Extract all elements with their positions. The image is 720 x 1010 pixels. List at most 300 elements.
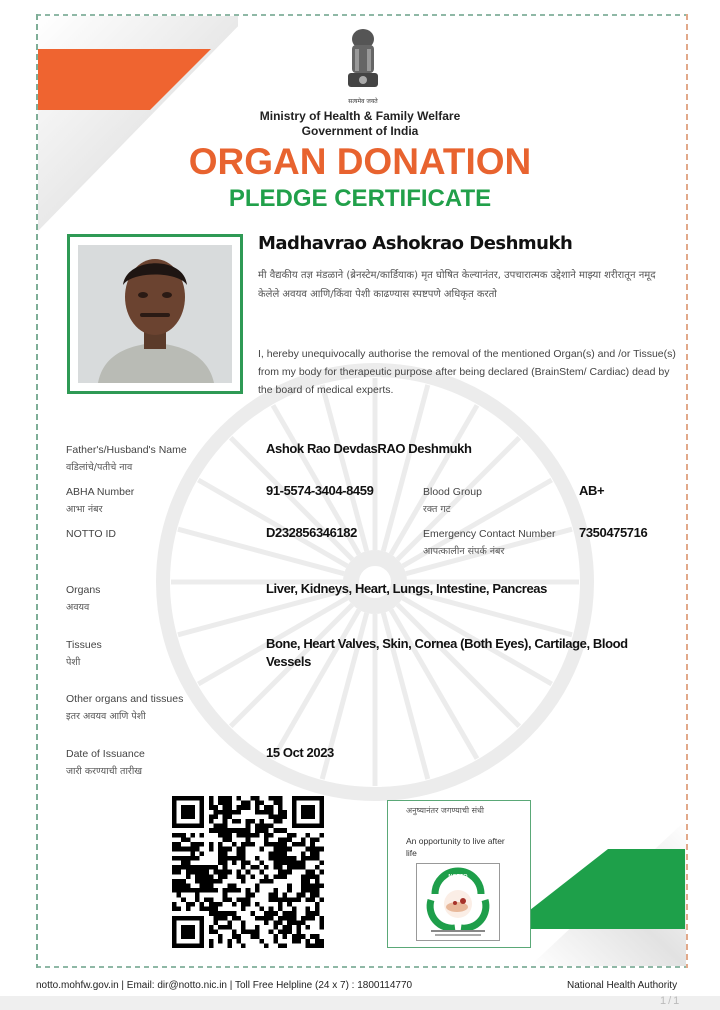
qr-module [236, 819, 241, 824]
qr-module [227, 897, 232, 902]
qr-module [255, 828, 260, 833]
qr-module [204, 888, 209, 893]
qr-module [218, 801, 223, 806]
organs-value: Liver, Kidneys, Heart, Lungs, Intestine, Pancreas [266, 581, 547, 596]
qr-module [319, 870, 324, 875]
qr-module [310, 911, 315, 916]
qr-module [172, 842, 177, 847]
qr-module [195, 897, 200, 902]
qr-module [232, 902, 237, 907]
qr-module [223, 824, 228, 829]
qr-module [273, 819, 278, 824]
qr-module [296, 893, 301, 898]
qr-module [273, 897, 278, 902]
qr-module [223, 865, 228, 870]
qr-module [186, 865, 191, 870]
qr-module [213, 805, 218, 810]
qr-module [278, 865, 283, 870]
qr-module [301, 842, 306, 847]
qr-module [213, 870, 218, 875]
qr-module [306, 884, 311, 889]
qr-module [241, 930, 246, 935]
qr-module [246, 837, 251, 842]
qr-module [296, 920, 301, 925]
qr-module [255, 833, 260, 838]
qr-module [264, 879, 269, 884]
qr-module [269, 911, 274, 916]
qr-module [296, 897, 301, 902]
qr-module [273, 856, 278, 861]
qr-module [269, 897, 274, 902]
qr-module [227, 837, 232, 842]
qr-module [260, 939, 265, 944]
qr-module [287, 902, 292, 907]
qr-module [264, 911, 269, 916]
qr-module [255, 925, 260, 930]
pledge-text-english: I, hereby unequivocally authorise the removal of the mentioned Organ(s) and /or Tissue(s) from my body for therapeutic purpose after being declared (BrainStem/ Cardiac) dead by the board of medical experts. [258, 348, 676, 396]
qr-module [218, 902, 223, 907]
issuance-date-label: Date of Issuance जारी करण्याची तारीख [66, 748, 145, 777]
qr-module [227, 810, 232, 815]
qr-module [273, 865, 278, 870]
qr-module [278, 796, 283, 801]
qr-module [292, 897, 297, 902]
qr-module [241, 805, 246, 810]
qr-module [181, 865, 186, 870]
qr-module [213, 911, 218, 916]
qr-module [246, 824, 251, 829]
qr-module [181, 884, 186, 889]
qr-module [227, 814, 232, 819]
qr-module [190, 851, 195, 856]
qr-code[interactable] [172, 796, 324, 948]
qr-module [213, 920, 218, 925]
qr-module [260, 801, 265, 806]
qr-module [241, 828, 246, 833]
qr-module [283, 837, 288, 842]
qr-module [227, 801, 232, 806]
qr-module [283, 842, 288, 847]
qr-module [236, 897, 241, 902]
qr-module [190, 842, 195, 847]
qr-module [255, 902, 260, 907]
issuance-date-value: 15 Oct 2023 [266, 745, 334, 760]
qr-module [278, 943, 283, 948]
qr-module [213, 865, 218, 870]
qr-module [209, 796, 214, 801]
qr-module [246, 842, 251, 847]
qr-module [200, 874, 205, 879]
qr-module [273, 893, 278, 898]
qr-module [292, 833, 297, 838]
qr-module [283, 828, 288, 833]
qr-module [232, 930, 237, 935]
qr-module [223, 805, 228, 810]
qr-module [209, 874, 214, 879]
qr-module [209, 865, 214, 870]
qr-module [283, 874, 288, 879]
qr-module [315, 888, 320, 893]
qr-module [255, 934, 260, 939]
qr-module [172, 847, 177, 852]
qr-module [204, 897, 209, 902]
qr-module [223, 819, 228, 824]
qr-module [236, 851, 241, 856]
qr-module [283, 814, 288, 819]
qr-module [264, 833, 269, 838]
qr-module [306, 856, 311, 861]
qr-module [315, 911, 320, 916]
qr-module [204, 879, 209, 884]
qr-module [310, 851, 315, 856]
qr-module [306, 870, 311, 875]
qr-module [273, 842, 278, 847]
qr-module [236, 870, 241, 875]
qr-module [283, 810, 288, 815]
qr-module [236, 939, 241, 944]
qr-module [273, 796, 278, 801]
qr-module [218, 939, 223, 944]
qr-module [177, 842, 182, 847]
qr-module [255, 805, 260, 810]
notto-id-value: D232856346182 [266, 525, 357, 540]
qr-module [264, 810, 269, 815]
qr-module [315, 847, 320, 852]
qr-module [218, 842, 223, 847]
qr-module [195, 874, 200, 879]
qr-module [315, 902, 320, 907]
notto-id-row [66, 526, 676, 560]
qr-module [223, 874, 228, 879]
qr-module [283, 934, 288, 939]
qr-module [177, 865, 182, 870]
qr-module [223, 911, 228, 916]
organs-label: Organs अवयव [66, 584, 101, 613]
father-name-label: Father's/Husband's Name वडिलांचे/पतीचे नाव [66, 444, 187, 473]
qr-module [236, 796, 241, 801]
qr-module [306, 907, 311, 912]
qr-module [246, 819, 251, 824]
qr-module [310, 856, 315, 861]
qr-module [306, 911, 311, 916]
qr-module [306, 874, 311, 879]
qr-module [177, 879, 182, 884]
qr-module [264, 920, 269, 925]
qr-module [301, 865, 306, 870]
qr-module [186, 847, 191, 852]
qr-module [227, 805, 232, 810]
qr-module [227, 828, 232, 833]
qr-module [278, 870, 283, 875]
father-name-value: Ashok Rao DevdasRAO Deshmukh [266, 441, 472, 456]
qr-module [255, 930, 260, 935]
qr-module [273, 814, 278, 819]
qr-module [315, 865, 320, 870]
qr-module [218, 824, 223, 829]
qr-module [200, 884, 205, 889]
qr-module [319, 833, 324, 838]
qr-module [246, 801, 251, 806]
qr-module [250, 796, 255, 801]
qr-module [315, 943, 320, 948]
qr-module [213, 879, 218, 884]
qr-module [190, 902, 195, 907]
qr-module [310, 943, 315, 948]
qr-module [269, 842, 274, 847]
qr-module [204, 870, 209, 875]
qr-module [292, 934, 297, 939]
qr-module [213, 814, 218, 819]
qr-module [181, 897, 186, 902]
qr-module [186, 874, 191, 879]
qr-module [310, 870, 315, 875]
qr-module [278, 907, 283, 912]
qr-module [269, 916, 274, 921]
qr-module [269, 833, 274, 838]
qr-module [283, 925, 288, 930]
qr-module [250, 874, 255, 879]
qr-module [278, 860, 283, 865]
qr-module [250, 930, 255, 935]
qr-module [227, 925, 232, 930]
qr-module [190, 888, 195, 893]
qr-module [319, 925, 324, 930]
notto-id-label: NOTTO ID [66, 528, 116, 540]
qr-module [246, 805, 251, 810]
qr-module [209, 943, 214, 948]
qr-module [181, 833, 186, 838]
qr-module [172, 870, 177, 875]
qr-module [223, 860, 228, 865]
qr-module [236, 856, 241, 861]
qr-module [200, 842, 205, 847]
qr-module [200, 888, 205, 893]
qr-module [301, 860, 306, 865]
qr-module [177, 888, 182, 893]
qr-module [227, 884, 232, 889]
qr-module [269, 810, 274, 815]
qr-module [218, 916, 223, 921]
qr-module [227, 943, 232, 948]
qr-module [204, 874, 209, 879]
qr-module [287, 884, 292, 889]
qr-finder-pattern [181, 805, 195, 819]
qr-module [287, 930, 292, 935]
qr-module [287, 837, 292, 842]
qr-module [195, 879, 200, 884]
qr-module [190, 847, 195, 852]
qr-module [177, 870, 182, 875]
qr-module [209, 939, 214, 944]
qr-module [190, 856, 195, 861]
qr-module [246, 828, 251, 833]
qr-module [209, 828, 214, 833]
qr-module [310, 847, 315, 852]
qr-module [209, 819, 214, 824]
qr-module [223, 847, 228, 852]
qr-module [260, 828, 265, 833]
qr-module [315, 884, 320, 889]
qr-module [218, 934, 223, 939]
qr-module [232, 884, 237, 889]
qr-module [209, 911, 214, 916]
qr-module [269, 824, 274, 829]
qr-module [186, 837, 191, 842]
qr-module [278, 828, 283, 833]
national-emblem-icon [338, 25, 388, 91]
qr-module [315, 874, 320, 879]
qr-module [223, 801, 228, 806]
qr-module [218, 847, 223, 852]
qr-module [278, 874, 283, 879]
government-name: Government of India [301, 124, 419, 138]
qr-module [255, 824, 260, 829]
qr-module [269, 796, 274, 801]
qr-module [301, 837, 306, 842]
qr-module [236, 805, 241, 810]
qr-module [283, 893, 288, 898]
qr-module [227, 870, 232, 875]
footer-contact-info: notto.mohfw.gov.in | Email: dir@notto.nic.in | Toll Free Helpline (24 x 7) : 1800114770 [36, 980, 413, 991]
qr-module [172, 833, 177, 838]
pledge-text-marathi: मी वैद्यकीय तज्ञ मंडळाने (ब्रेनस्टेम/कार्डियाक) मृत घोषित केल्यानंतर, उपचारात्मक उद्देशाने माझ्या शरीरातून नमूद केलेले अवयव आणि/किंवा पेशी काढण्यास स्पष्टपणे अधिकृत करतो [258, 270, 656, 300]
qr-module [273, 934, 278, 939]
qr-module [200, 879, 205, 884]
qr-module [264, 837, 269, 842]
qr-module [200, 833, 205, 838]
qr-module [287, 856, 292, 861]
qr-module [269, 930, 274, 935]
qr-module [246, 860, 251, 865]
qr-module [250, 911, 255, 916]
qr-module [283, 856, 288, 861]
qr-module [241, 856, 246, 861]
qr-module [209, 842, 214, 847]
qr-module [204, 884, 209, 889]
qr-module [283, 897, 288, 902]
qr-module [283, 860, 288, 865]
qr-module [301, 856, 306, 861]
qr-module [232, 934, 237, 939]
qr-module [232, 916, 237, 921]
qr-module [209, 930, 214, 935]
qr-module [287, 833, 292, 838]
qr-module [283, 870, 288, 875]
qr-module [250, 893, 255, 898]
qr-module [264, 824, 269, 829]
qr-module [172, 888, 177, 893]
qr-module [223, 916, 228, 921]
qr-module [241, 860, 246, 865]
qr-module [209, 902, 214, 907]
qr-module [250, 842, 255, 847]
qr-module [287, 925, 292, 930]
qr-module [218, 874, 223, 879]
tissues-label: Tissues पेशी [66, 639, 102, 668]
qr-module [236, 847, 241, 852]
qr-module [306, 925, 311, 930]
qr-module [278, 897, 283, 902]
qr-module [223, 888, 228, 893]
qr-module [236, 874, 241, 879]
qr-module [255, 916, 260, 921]
qr-module [172, 856, 177, 861]
qr-module [241, 801, 246, 806]
qr-module [310, 897, 315, 902]
qr-module [301, 888, 306, 893]
qr-module [204, 865, 209, 870]
qr-module [223, 837, 228, 842]
qr-module [200, 902, 205, 907]
abha-row [66, 484, 676, 518]
qr-module [232, 856, 237, 861]
qr-module [190, 870, 195, 875]
qr-module [283, 911, 288, 916]
qr-module [195, 865, 200, 870]
qr-module [264, 943, 269, 948]
qr-module [223, 814, 228, 819]
qr-module [306, 847, 311, 852]
qr-module [273, 874, 278, 879]
tissues-row [66, 637, 676, 671]
qr-module [301, 920, 306, 925]
qr-module [287, 847, 292, 852]
qr-module [195, 870, 200, 875]
qr-module [241, 865, 246, 870]
qr-module [296, 930, 301, 935]
qr-module [260, 819, 265, 824]
qr-module [273, 911, 278, 916]
qr-module [218, 828, 223, 833]
qr-module [273, 925, 278, 930]
qr-module [278, 810, 283, 815]
qr-module [283, 916, 288, 921]
qr-module [241, 847, 246, 852]
qr-module [296, 925, 301, 930]
qr-module [236, 828, 241, 833]
qr-module [241, 874, 246, 879]
footer-authority: National Health Authority [567, 980, 678, 991]
qr-module [223, 856, 228, 861]
qr-module [301, 851, 306, 856]
qr-module [218, 911, 223, 916]
qr-module [278, 920, 283, 925]
qr-module [227, 888, 232, 893]
qr-module [200, 870, 205, 875]
other-organs-row [66, 691, 676, 725]
qr-module [218, 879, 223, 884]
qr-module [315, 939, 320, 944]
qr-module [287, 860, 292, 865]
qr-module [310, 888, 315, 893]
qr-module [273, 920, 278, 925]
qr-module [213, 888, 218, 893]
qr-module [278, 916, 283, 921]
qr-module [186, 856, 191, 861]
notto-logo-text: NOTTO [448, 874, 468, 880]
qr-module [273, 888, 278, 893]
donor-photo [78, 245, 232, 383]
qr-module [218, 860, 223, 865]
qr-module [236, 888, 241, 893]
qr-module [269, 907, 274, 912]
qr-module [269, 805, 274, 810]
qr-module [273, 851, 278, 856]
qr-module [241, 851, 246, 856]
qr-module [260, 810, 265, 815]
qr-module [287, 865, 292, 870]
qr-module [190, 833, 195, 838]
